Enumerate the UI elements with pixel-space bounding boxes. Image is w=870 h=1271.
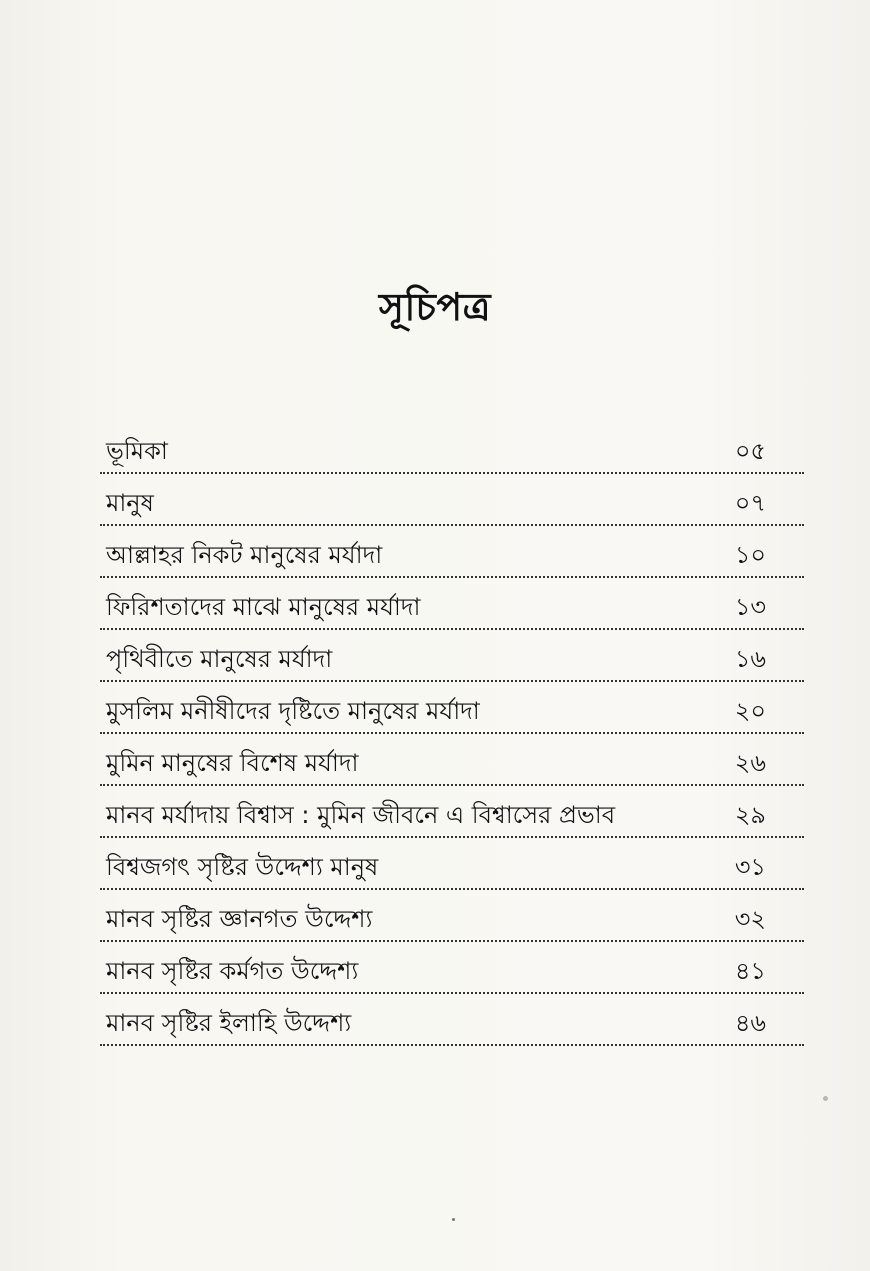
toc-entry-page-number: ০৫ bbox=[734, 437, 766, 465]
toc-entry-title: মানব সৃষ্টির জ্ঞানগত উদ্দেশ্য bbox=[106, 905, 373, 933]
toc-entry-title: মানব মর্যাদায় বিশ্বাস : মুমিন জীবনে এ বিশ্বাসের প্রভাব bbox=[106, 801, 616, 829]
page-title: সূচিপত্র bbox=[378, 285, 492, 329]
toc-entry-page-number: ২৬ bbox=[734, 749, 766, 777]
toc-entry-title: ফিরিশতাদের মাঝে মানুষের মর্যাদা bbox=[106, 593, 421, 621]
toc-entry bbox=[100, 682, 804, 734]
toc-entry bbox=[100, 578, 804, 630]
toc-entry bbox=[100, 474, 804, 526]
toc-entry-page-number: ০৭ bbox=[734, 489, 766, 517]
toc-entry-page-number: ৪১ bbox=[734, 957, 766, 985]
toc-entry-title: আল্লাহর নিকট মানুষের মর্যাদা bbox=[106, 541, 383, 569]
toc-entry bbox=[100, 734, 804, 786]
toc-entry-page-number: ১৬ bbox=[734, 645, 766, 673]
toc-entry-page-number: ৩২ bbox=[734, 905, 766, 933]
toc-entry-page-number: ৪৬ bbox=[734, 1009, 766, 1037]
toc-entry-title: মানুষ bbox=[106, 489, 154, 517]
toc-entry bbox=[100, 786, 804, 838]
toc-entry-page-number: ৩১ bbox=[734, 853, 766, 881]
toc-entry-title: মানব সৃষ্টির কর্মগত উদ্দেশ্য bbox=[106, 957, 359, 985]
toc-entry-title: বিশ্বজগৎ সৃষ্টির উদ্দেশ্য মানুষ bbox=[106, 853, 379, 881]
toc-entry-title: মুমিন মানুষের বিশেষ মর্যাদা bbox=[106, 749, 359, 777]
table-of-contents bbox=[100, 421, 804, 1046]
toc-entry-title: মানব সৃষ্টির ইলাহি উদ্দেশ্য bbox=[106, 1009, 352, 1037]
toc-entry bbox=[100, 526, 804, 578]
toc-entry-page-number: ২০ bbox=[734, 697, 766, 725]
toc-entry-page-number: ১৩ bbox=[734, 593, 766, 621]
toc-entry bbox=[100, 994, 804, 1046]
toc-entry bbox=[100, 838, 804, 890]
toc-entry bbox=[100, 890, 804, 942]
toc-entry-page-number: ২৯ bbox=[734, 801, 766, 829]
paper-speck bbox=[823, 1096, 828, 1101]
toc-entry-page-number: ১০ bbox=[734, 541, 766, 569]
toc-entry-title: ভূমিকা bbox=[106, 437, 168, 465]
toc-entry-title: মুসলিম মনীষীদের দৃষ্টিতে মানুষের মর্যাদা bbox=[106, 697, 480, 725]
toc-entry bbox=[100, 421, 804, 474]
toc-entry bbox=[100, 630, 804, 682]
toc-entry-title: পৃথিবীতে মানুষের মর্যাদা bbox=[106, 645, 333, 673]
toc-entry bbox=[100, 942, 804, 994]
paper-speck bbox=[452, 1218, 455, 1221]
